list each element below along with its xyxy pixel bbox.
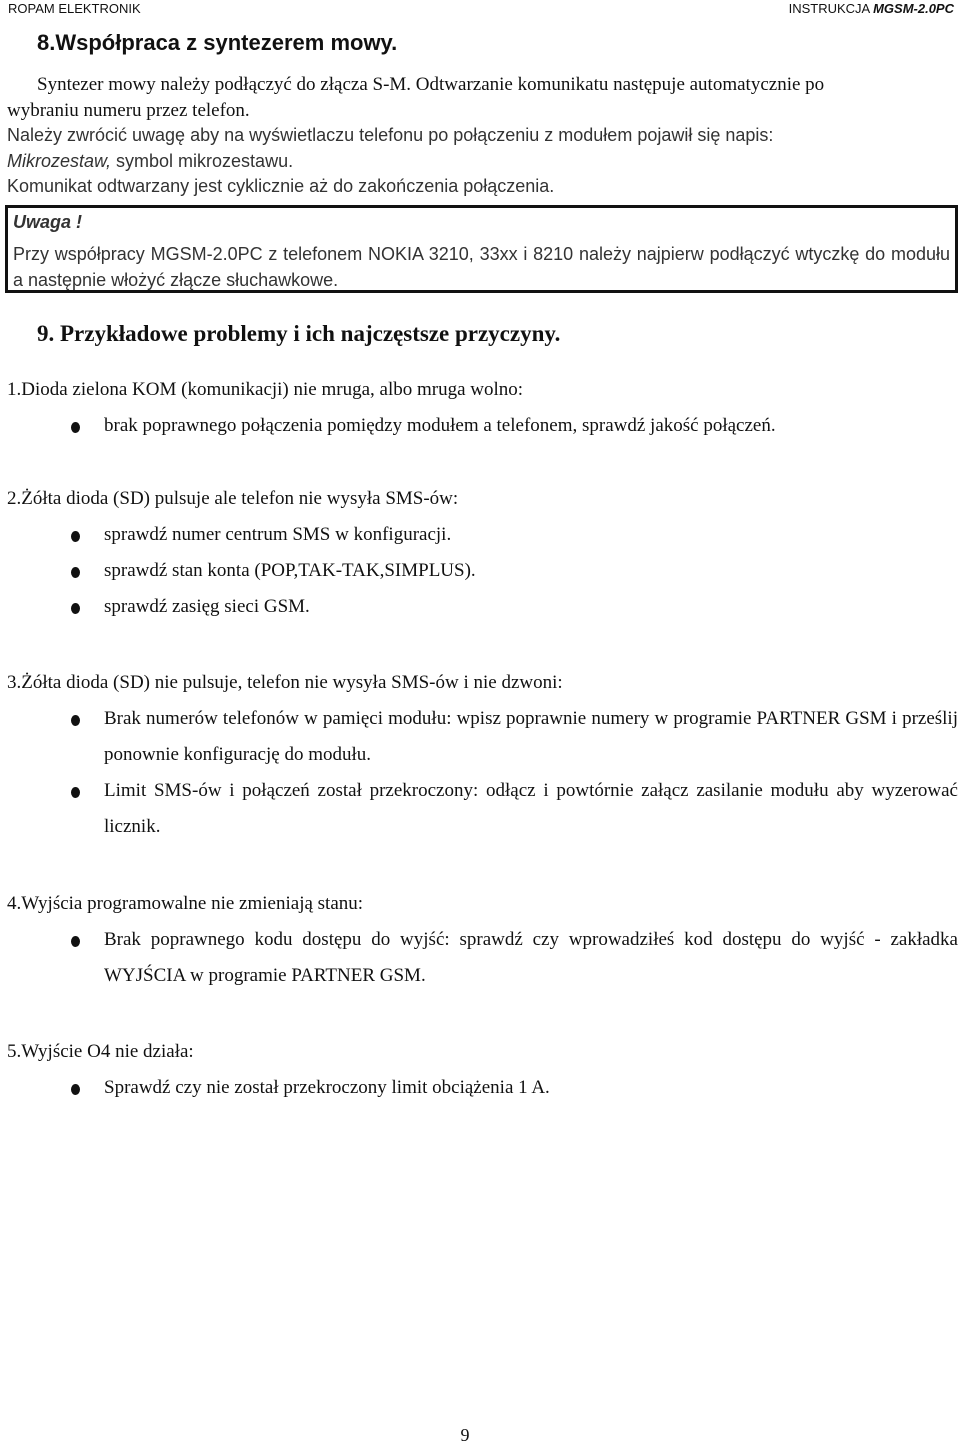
bullet-icon — [71, 603, 80, 614]
bullet-icon — [71, 422, 80, 433]
warning-title: Uwaga ! — [13, 212, 83, 232]
problem-title: 4.Wyjścia programowalne nie zmieniają stanu: — [7, 893, 364, 914]
list-item-text: Brak numerów telefonów w pamięci modułu: wpisz poprawnie numery w programie PARTNER GSM i prześlij ponownie konfigurację do modułu. — [104, 708, 958, 765]
list-item-text: sprawdź zasięg sieci GSM. — [104, 596, 310, 617]
section-9-title: 9. Przykładowe problemy i ich najczęstsze przyczyny. — [37, 321, 561, 346]
bullet-icon — [71, 567, 80, 578]
problem-title: 3.Żółta dioda (SD) nie pulsuje, telefon nie wysyła SMS-ów i nie dzwoni: — [7, 672, 563, 693]
list-item-text: Sprawdź czy nie został przekroczony limit obciążenia 1 A. — [104, 1077, 550, 1098]
problem-title: 5.Wyjście O4 nie działa: — [7, 1041, 194, 1062]
list-item — [7, 922, 960, 994]
header-model: MGSM-2.0PC — [873, 1, 954, 16]
problem-5 — [7, 1034, 960, 1106]
warning-body: Przy współpracy MGSM-2.0PC z telefonem NOKIA 3210, 33xx i 8210 należy najpierw podłączyć wtyczkę do modułu a następnie włożyć złącze słuchawkowe. — [13, 244, 950, 290]
problem-title: 2.Żółta dioda (SD) pulsuje ale telefon nie wysyła SMS-ów: — [7, 488, 459, 509]
bullet-icon — [71, 1084, 80, 1095]
page-number: 9 — [460, 1425, 470, 1445]
list-item — [7, 701, 960, 773]
bullet-icon — [71, 531, 80, 542]
list-item — [7, 408, 943, 444]
section-8-body — [7, 72, 957, 200]
header-document-title — [789, 1, 954, 16]
list-item — [7, 1070, 960, 1106]
list-item — [7, 589, 943, 625]
bullet-icon — [71, 936, 80, 947]
paragraph-connect: Syntezer mowy należy podłączyć do złącza S-M. Odtwarzanie komunikatu następuje automatycznie po — [37, 74, 825, 95]
bullet-icon — [71, 715, 80, 726]
problem-title: 1.Dioda zielona KOM (komunikacji) nie mruga, albo mruga wolno: — [7, 379, 524, 400]
problem-1 — [7, 372, 943, 444]
paragraph-symbol — [7, 149, 957, 175]
list-item-text: sprawdź stan konta (POP,TAK-TAK,SIMPLUS). — [104, 560, 476, 581]
header-company: ROPAM ELEKTRONIK — [8, 1, 141, 16]
list-item — [7, 517, 943, 553]
list-item — [7, 773, 960, 845]
problem-4 — [7, 886, 960, 994]
list-item-text: Brak poprawnego kodu dostępu do wyjść: sprawdź czy wprowadziłeś kod dostępu do wyjść - zakładka WYJŚCIA w programie PARTNER GSM. — [104, 929, 958, 986]
problem-2 — [7, 481, 943, 625]
bullet-icon — [71, 787, 80, 798]
paragraph-cyclic: Komunikat odtwarzany jest cyklicznie aż do zakończenia połączenia. — [7, 176, 555, 196]
list-item-text: brak poprawnego połączenia pomiędzy modułem a telefonem, sprawdź jakość połączeń. — [104, 415, 776, 436]
warning-box — [5, 205, 958, 293]
header-prefix: INSTRUKCJA — [788, 1, 874, 16]
list-item — [7, 553, 943, 589]
problem-3 — [7, 665, 960, 845]
list-item-text: sprawdź numer centrum SMS w konfiguracji. — [104, 524, 452, 545]
list-item-text: Limit SMS-ów i połączeń został przekroczony: odłącz i powtórnie załącz zasilanie modułu aby wyzerować licznik. — [104, 780, 958, 837]
symbol-text: symbol mikrozestawu. — [111, 150, 294, 171]
paragraph-display: Należy zwrócić uwagę aby na wyświetlaczu telefonu po połączeniu z modułem pojawił się napis: — [7, 125, 774, 145]
paragraph-connect-cont: wybraniu numeru przez telefon. — [7, 99, 250, 121]
section-8-title: 8.Współpraca z syntezerem mowy. — [37, 30, 398, 55]
italic-mikrozestaw: Mikrozestaw, — [7, 150, 112, 171]
